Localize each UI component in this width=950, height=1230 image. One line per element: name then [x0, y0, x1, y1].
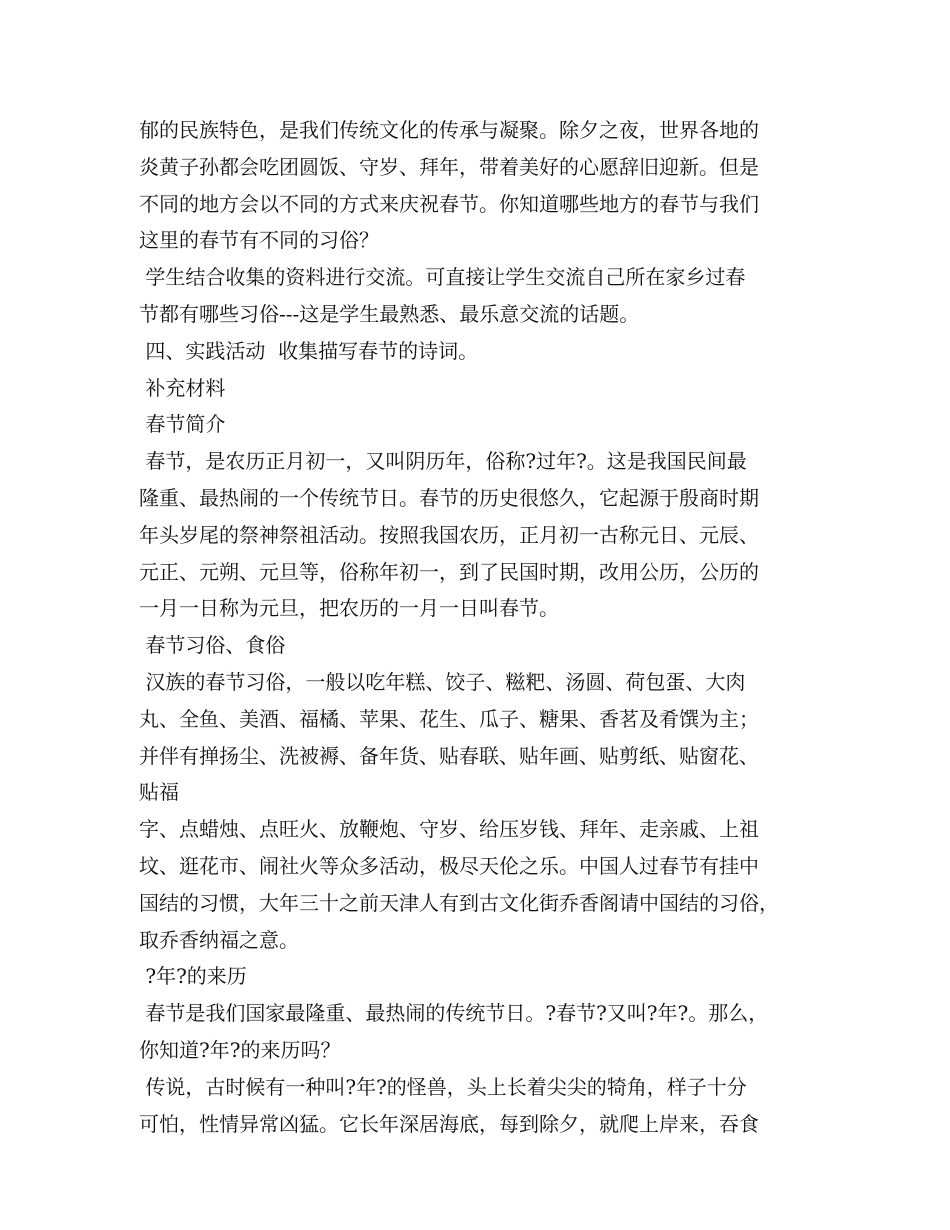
text-line: 一月一日称为元旦，把农历的一月一日叫春节。 [139, 596, 559, 621]
text-line: 隆重、最热闹的一个传统节日。春节的历史很悠久，它起源于殷商时期 [139, 485, 759, 510]
section-heading: 春节简介 [139, 412, 226, 437]
text-line: 坟、逛花市、闹社火等众多活动，极尽天伦之乐。中国人过春节有挂中 [139, 853, 759, 878]
section-heading: ?年?的来历 [139, 964, 247, 989]
section-heading: 春节习俗、食俗 [139, 633, 286, 658]
text-line: 国结的习惯，大年三十之前天津人有到古文化街乔香阁请中国结的习俗， [139, 890, 779, 915]
document-body [139, 112, 829, 1142]
text-line: 并伴有掸扬尘、洗被褥、备年货、贴春联、贴年画、贴剪纸、贴窗花、 [139, 743, 759, 768]
text-line: 郁的民族特色，是我们传统文化的传承与凝聚。除夕之夜，世界各地的 [139, 118, 759, 142]
text-line: 不同的地方会以不同的方式来庆祝春节。你知道哪些地方的春节与我们 [139, 191, 759, 216]
text-line: 你知道?年?的来历吗？ [139, 1037, 341, 1062]
text-line: 学生结合收集的资料进行交流。可直接让学生交流自己所在家乡过春 [139, 265, 746, 290]
section-heading: 四、实践活动 收集描写春节的诗词。 [139, 338, 479, 363]
text-line: 这里的春节有不同的习俗？ [139, 228, 379, 253]
text-line: 字、点蜡烛、点旺火、放鞭炮、守岁、给压岁钱、拜年、走亲戚、上祖 [139, 817, 759, 842]
text-line: 取乔香纳福之意。 [139, 927, 299, 952]
text-line: 可怕，性情异常凶猛。它长年深居海底，每到除夕，就爬上岸来，吞食 [139, 1111, 759, 1136]
text-line: 传说，古时候有一种叫?年?的怪兽，头上长着尖尖的犄角，样子十分 [139, 1074, 747, 1099]
text-line: 汉族的春节习俗，一般以吃年糕、饺子、糍粑、汤圆、荷包蛋、大肉 [139, 669, 746, 694]
text-line: 炎黄子孙都会吃团圆饭、守岁、拜年，带着美好的心愿辞旧迎新。但是 [139, 154, 759, 179]
text-line: 元正、元朔、元旦等，俗称年初一，到了民国时期，改用公历，公历的 [139, 559, 759, 584]
text-line: 春节，是农历正月初一，又叫阴历年，俗称?过年?。这是我国民间最 [139, 449, 747, 474]
text-line: 春节是我们国家最隆重、最热闹的传统节日。?春节?又叫?年?。那么， [139, 1001, 769, 1026]
text-line: 节都有哪些习俗---这是学生最熟悉、最乐意交流的话题。 [139, 301, 640, 326]
text-line: 年头岁尾的祭神祭祖活动。按照我国农历，正月初一古称元日、元辰、 [139, 522, 759, 547]
text-line: 贴福 [139, 780, 179, 805]
section-heading: 补充材料 [139, 375, 226, 400]
text-line: 丸、全鱼、美酒、福橘、苹果、花生、瓜子、糖果、香茗及肴馔为主； [139, 706, 759, 731]
